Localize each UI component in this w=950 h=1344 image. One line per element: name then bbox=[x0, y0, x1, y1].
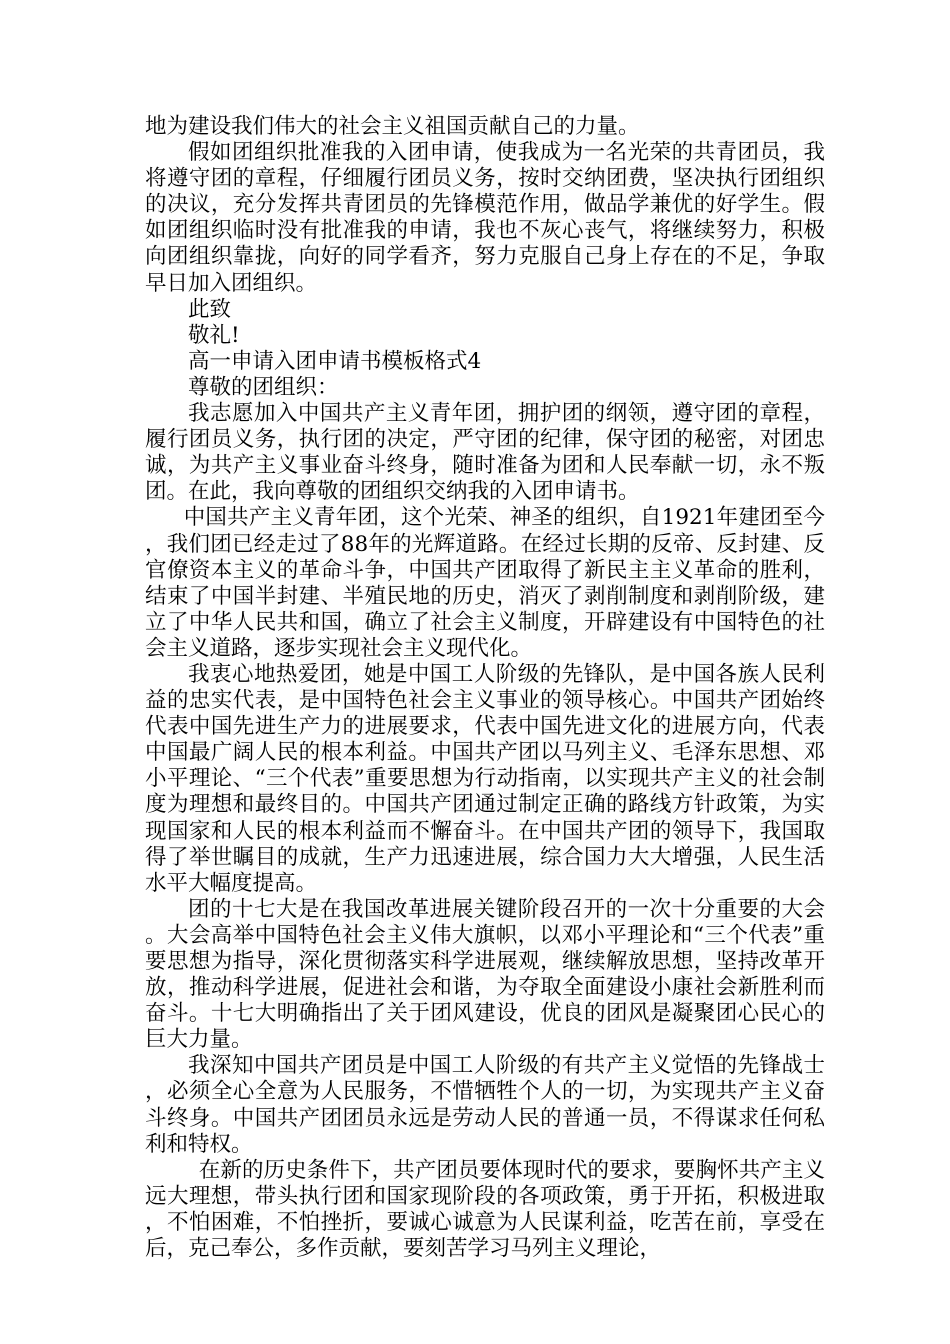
section-heading: 高一申请入团申请书模板格式4 bbox=[188, 348, 482, 374]
paragraph-new-era: 在新的历史条件下，共产团员要体现时代的要求，要胸怀共产主义远大理想，带头执行团和国家现阶段的各项政策，勇于开拓，积极进取，不怕困难，不怕挫折，要诚心诚意为人民谋利益，吃苦在前，享受在后，克己奉公，多作贡献，要刻苦学习马列主义理论， bbox=[145, 1157, 825, 1262]
closing-salutation: 此致 bbox=[188, 296, 232, 322]
paragraph-love: 我衷心地热爱团，她是中国工人阶级的先锋队，是中国各族人民利益的忠实代表，是中国特色社会主义事业的领导核心。中国共产团始终代表中国先进生产力的进展要求，代表中国先进文化的进展方向，代表中国最广阔人民的根本利益。中国共产团以马列主义、毛泽东思想、邓小平理论、“三个代表”重要思想为行动指南，以实现共产主义的社会制度为理想和最终目的。中国共产团通过制定正确的路线方针政策，为实现国家和人民的根本利益而不懈奋斗。在中国共产团的领导下，我国取得了举世瞩目的成就，生产力迅速进展，综合国力大大增强，人民生活水平大幅度提高。 bbox=[145, 661, 825, 896]
paragraph-application: 我志愿加入中国共产主义青年团，拥护团的纲领，遵守团的章程，履行团员义务，执行团的决定，严守团的纪律，保守团的秘密，对团忠诚，为共产主义事业奋斗终身，随时准备为团和人民奉献一切，永不叛团。在此，我向尊敬的团组织交纳我的入团申请书。 bbox=[145, 401, 825, 505]
paragraph-congress: 团的十七大是在我国改革进展关键阶段召开的一次十分重要的大会。大会高举中国特色社会主义伟大旗帜，以邓小平理论和“三个代表”重要思想为指导，深化贯彻落实科学进展观，继续解放思想，坚持改革开放，推动科学进展，促进社会和谐，为夺取全面建设小康社会新胜利而奋斗。十七大明确指出了关于团风建设，优良的团风是凝聚团心民心的巨大力量。 bbox=[145, 896, 825, 1053]
letter-greeting: 尊敬的团组织： bbox=[188, 374, 339, 400]
paragraph-continuation: 地为建设我们伟大的社会主义祖国贡献自己的力量。 bbox=[145, 114, 640, 139]
closing-regards: 敬礼! bbox=[188, 322, 240, 348]
paragraph-pledge: 假如团组织批准我的入团申请，使我成为一名光荣的共青团员，我将遵守团的章程，仔细履行团员义务，按时交纳团费，坚决执行团组织的决议，充分发挥共青团员的先锋模范作用，做品学兼优的好学生。假如团组织临时没有批准我的申请，我也不灰心丧气，将继续努力，积极向团组织靠拢，向好的同学看齐，努力克服自己身上存在的不足，争取早日加入团组织。 bbox=[145, 140, 825, 296]
paragraph-history: 中国共产主义青年团，这个光荣、神圣的组织，自1921年建团至今，我们团已经走过了88年的光辉道路。在经过长期的反帝、反封建、反官僚资本主义的革命斗争，中国共产团取得了新民主主义革命的胜利，结束了中国半封建、半殖民地的历史，消灭了剥削制度和剥削阶级，建立了中华人民共和国，确立了社会主义制度，开辟建设有中国特色的社会主义道路，逐步实现社会主义现代化。 bbox=[145, 505, 825, 661]
paragraph-duty: 我深知中国共产团员是中国工人阶级的有共产主义觉悟的先锋战士，必须全心全意为人民服务，不惜牺牲个人的一切，为实现共产主义奋斗终身。中国共产团团员永远是劳动人民的普通一员，不得谋求任何私利和特权。 bbox=[145, 1053, 825, 1157]
document-page bbox=[145, 114, 825, 1262]
